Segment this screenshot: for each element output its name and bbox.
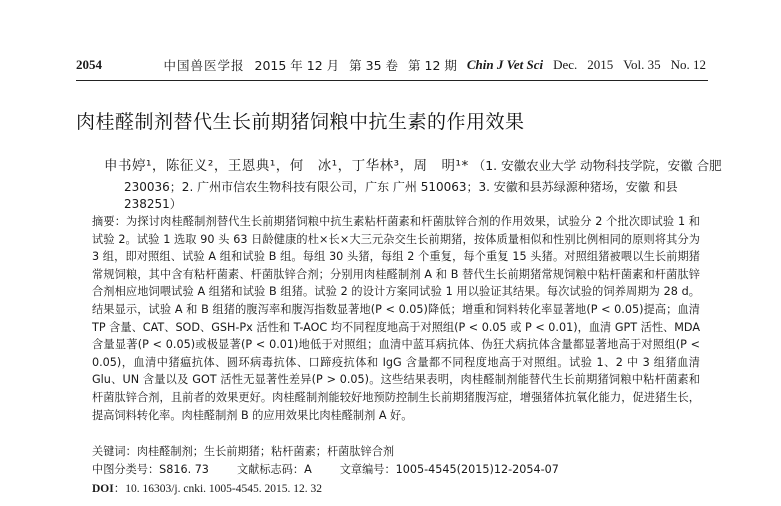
date-cn: 2015 年 12 月 — [254, 58, 340, 73]
paper-title: 肉桂醛制剂替代生长前期猪饲粮中抗生素的作用效果 — [76, 111, 525, 133]
author-names: 申书婷¹，陈征义²，王恩典¹，何 冰¹，丁华林³，周 明¹* — [104, 158, 469, 174]
journal-name-cn: 中国兽医学报 — [163, 58, 245, 73]
volume-en: Vol. 35 — [623, 57, 661, 72]
month-en: Dec. — [553, 57, 578, 72]
keywords: 关键词：肉桂醛制剂；生长前期猪；粘杆菌素；杆菌肽锌合剂 — [92, 445, 395, 458]
journal-name-en: Chin J Vet Sci — [466, 57, 544, 72]
article-number: 文章编号：1005-4545(2015)12-2054-07 — [339, 463, 559, 476]
abstract-text: 摘要：为探讨肉桂醛制剂替代生长前期猪饲粮中抗生素粘杆菌素和杆菌肽锌合剂的作用效果，试验分 2 个批次即试验 1 和试验 2。试验 1 选取 90 头 63 日龄健康的杜×长×大三元杂交生长前期猪，按体质量相似和性别比例相同的原则将其分为 3 组，即对照组、试验 A 组和试验 B 组。每组 30 头猪，每组 2 个重复，每个重复 15 头猪。对照组猪被喂以生长前期猪常规饲粮，其中含有粘杆菌素、杆菌肽锌合剂；分别用肉桂醛制剂 A 和 B 替代生长前期猪常规饲粮中粘杆菌素和杆菌肽锌合剂相应地饲喂试验 A 组猪和试验 B 组猪。试验 2 的设计方案同试验 1 用以验证其结果。每次试验的饲养周期为 28 d。结果显示，试验 A 和 B 组猪的腹泻率和腹泻指数显著地(P < 0.05)降低；增重和饲料转化率显著地(P < 0.05)提高；血清 TP 含量、CAT、SOD、GSH-Px 活性和 T-AOC 均不同程度地高于对照组(P < 0.05 或 P < 0.01)，血清 GPT 活性、MDA 含量显著(P < 0.05)或极显著(P < 0.01)地低于对照组；血清中蓝耳病抗体、伪狂犬病抗体含量都显著地高于对照组(P < 0.05)，血清中猪瘟抗体、圆环病毒抗体、口蹄疫抗体和 IgG 含量都不同程度地高于对照组。试验 1、2 中 3 组猪血清 Glu、UN 含量以及 GOT 活性无显著性差异(P > 0.05)。这些结果表明，肉桂醛制剂能替代生长前期猪饲粮中粘杆菌素和杆菌肽锌合剂，且前者的效果更好。肉桂醛制剂能较好地预防控制生长前期猪腹泻症，增强猪体抗氧化能力，促进猪生长，提高饲料转化率。肉桂醛制剂 B 的应用效果比肉桂醛制剂 A 好。 — [92, 215, 700, 422]
author-line — [104, 156, 724, 176]
doi-value: ：10. 16303/j. cnki. 1005-4545. 2015. 12. 32 — [113, 483, 323, 495]
header-divider — [76, 80, 708, 81]
volume-cn: 第 35 卷 — [349, 58, 399, 73]
clc-number: 中图分类号：S816. 73 — [92, 463, 209, 476]
abstract — [92, 213, 700, 424]
doi-line — [92, 480, 692, 496]
issue-en: No. 12 — [670, 57, 706, 72]
classification-line — [92, 461, 692, 477]
affiliation-continued: 230036；2. 广州市信农生物科技有限公司，广东 广州 510063；3. 安徽和县苏绿源种猪场，安徽 和县 238251） — [124, 180, 678, 211]
affiliation-start: （1. 安徽农业大学 动物科技学院，安徽 合肥 — [472, 158, 722, 173]
issue-cn: 第 12 期 — [408, 58, 457, 73]
journal-info — [164, 56, 707, 74]
document-code: 文献标志码：A — [236, 463, 312, 476]
doi-label: DOI — [92, 483, 114, 495]
running-header — [76, 54, 706, 76]
year-en: 2015 — [587, 57, 614, 72]
page-number: 2054 — [76, 57, 102, 72]
